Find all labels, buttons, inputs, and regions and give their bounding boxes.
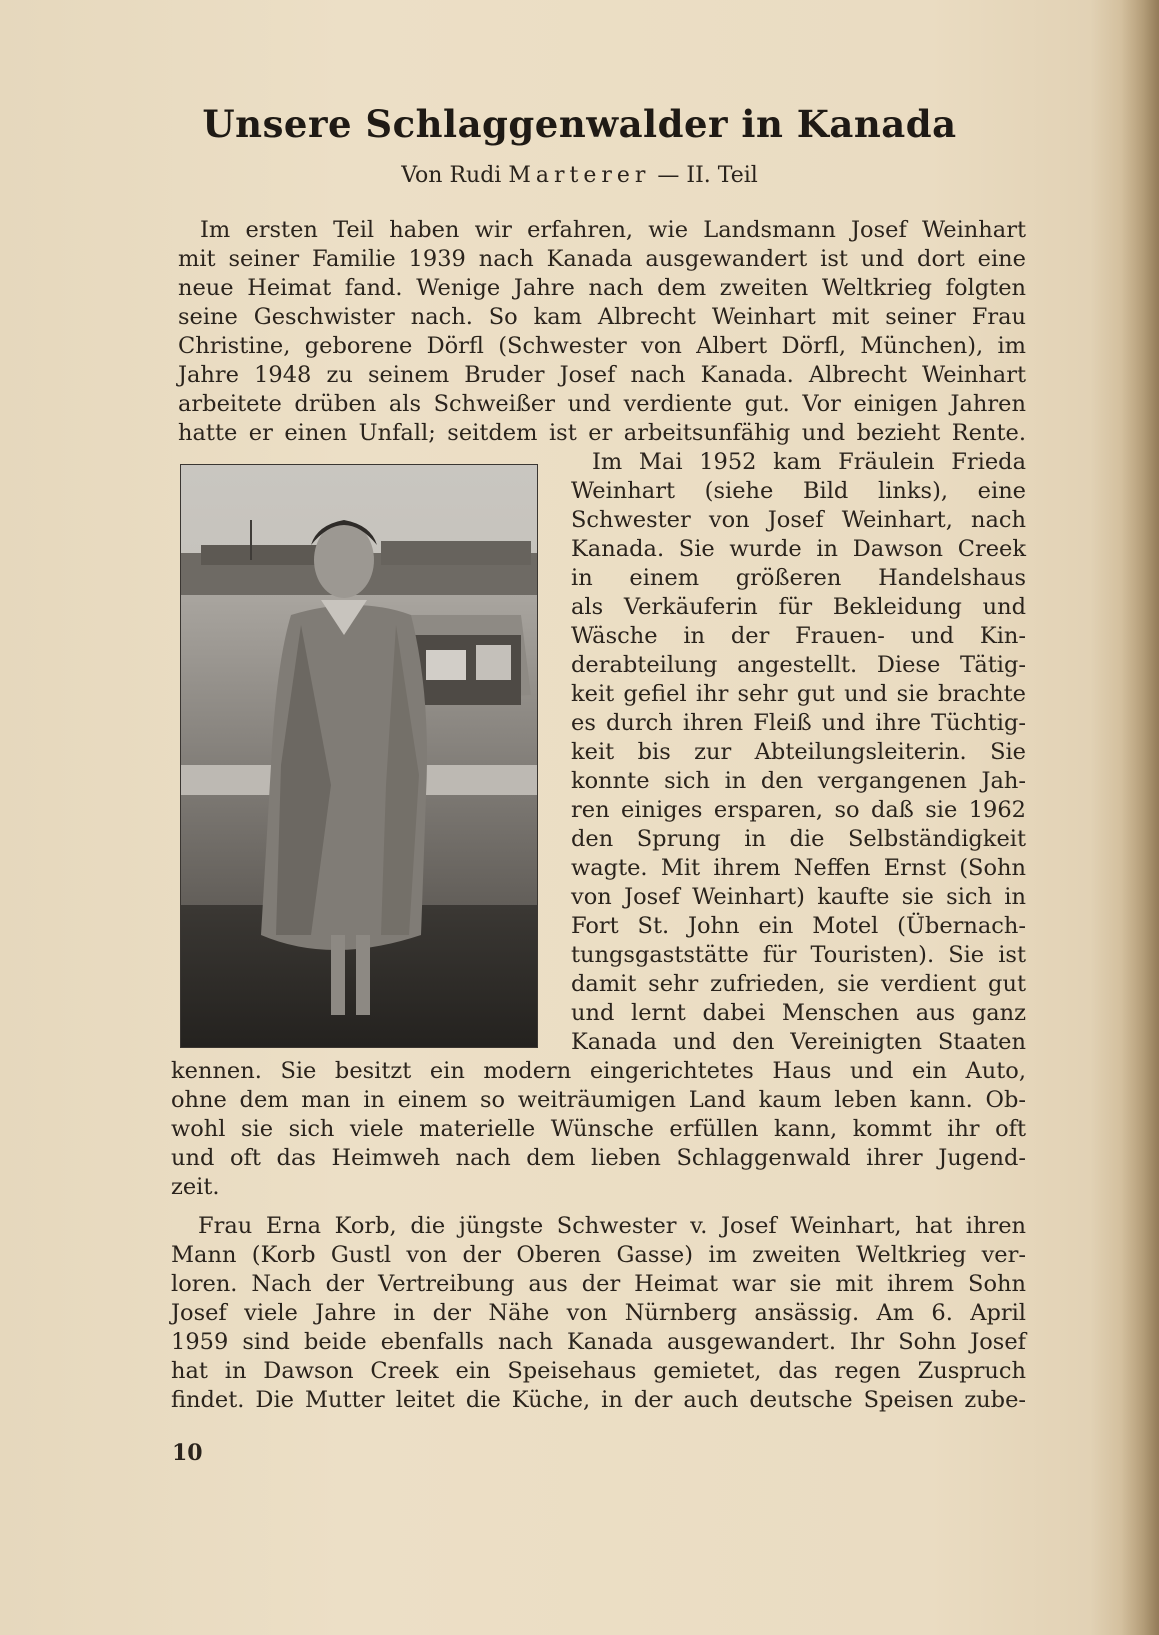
text-line: Im Mai 1952 kam Fräulein Frieda [592, 449, 1026, 475]
byline-prefix: Von Rudi [401, 163, 509, 188]
text-line: ohne dem man in einem so weiträumigen Land kaum leben kann. Ob- [171, 1087, 1026, 1113]
byline-author: Marterer [508, 163, 651, 188]
text-line: tungsgaststätte für Touristen). Sie ist [571, 942, 1026, 968]
text-line: hat in Dawson Creek ein Speisehaus gemietet, das regen Zuspruch [171, 1358, 1026, 1384]
text-line: als Verkäuferin für Bekleidung und [571, 594, 1026, 620]
photo-frieda-weinhart [180, 464, 538, 1048]
text-line: Im ersten Teil haben wir erfahren, wie Landsmann Josef Weinhart [200, 217, 1026, 243]
text-line: den Sprung in die Selbständigkeit [571, 826, 1026, 852]
page-number: 10 [172, 1440, 203, 1466]
article-title: Unsere Schlaggenwalder in Kanada [202, 102, 957, 146]
text-line: damit sehr zufrieden, sie verdient gut [571, 971, 1026, 997]
text-line: keit gefiel ihr sehr gut und sie brachte [571, 681, 1026, 707]
text-line: Fort St. John ein Motel (Übernach- [571, 913, 1026, 939]
text-line: neue Heimat fand. Wenige Jahre nach dem zweiten Weltkrieg folgten [178, 275, 1026, 301]
text-line: ren einiges ersparen, so daß sie 1962 [571, 797, 1026, 823]
text-line: keit bis zur Abteilungsleiterin. Sie [571, 739, 1026, 765]
text-line: in einem größeren Handelshaus [571, 565, 1026, 591]
text-line: Weinhart (siehe Bild links), eine [571, 478, 1026, 504]
text-line: mit seiner Familie 1939 nach Kanada ausgewandert ist und dort eine [178, 246, 1026, 272]
text-line: zeit. [171, 1174, 220, 1200]
text-line: und lernt dabei Menschen aus ganz [571, 1000, 1026, 1026]
text-line: Christine, geborene Dörfl (Schwester von Albert Dörfl, München), im [178, 333, 1026, 359]
article-byline [0, 163, 1159, 188]
text-line: derabteilung angestellt. Diese Tätig- [571, 652, 1026, 678]
text-line: Jahre 1948 zu seinem Bruder Josef nach Kanada. Albrecht Weinhart [178, 362, 1026, 388]
text-line: wagte. Mit ihrem Neffen Ernst (Sohn [571, 855, 1026, 881]
text-line: Schwester von Josef Weinhart, nach [571, 507, 1026, 533]
text-line: seine Geschwister nach. So kam Albrecht Weinhart mit seiner Frau [178, 304, 1026, 330]
text-line: hatte er einen Unfall; seitdem ist er arbeitsunfähig und bezieht Rente. [178, 420, 1026, 446]
text-line: kennen. Sie besitzt ein modern eingerichtetes Haus und ein Auto, [171, 1058, 1026, 1084]
text-line: Kanada. Sie wurde in Dawson Creek [571, 536, 1026, 562]
text-line: findet. Die Mutter leitet die Küche, in der auch deutsche Speisen zube- [171, 1387, 1026, 1413]
text-line: 1959 sind beide ebenfalls nach Kanada ausgewandert. Ihr Sohn Josef [171, 1329, 1026, 1355]
text-line: Kanada und den Vereinigten Staaten [571, 1029, 1026, 1055]
text-line: Josef viele Jahre in der Nähe von Nürnberg ansässig. Am 6. April [171, 1300, 1026, 1326]
text-line: arbeitete drüben als Schweißer und verdiente gut. Vor einigen Jahren [178, 391, 1026, 417]
text-line: konnte sich in den vergangenen Jah- [571, 768, 1026, 794]
text-line: Wäsche in der Frauen- und Kin- [571, 623, 1026, 649]
byline-suffix: — II. Teil [650, 163, 758, 188]
text-line: Frau Erna Korb, die jüngste Schwester v. Josef Weinhart, hat ihren [198, 1213, 1026, 1239]
text-line: es durch ihren Fleiß und ihre Tüchtig- [571, 710, 1026, 736]
text-line: wohl sie sich viele materielle Wünsche erfüllen kann, kommt ihr oft [171, 1116, 1026, 1142]
page-edge-shadow [1121, 0, 1159, 1635]
text-line: Mann (Korb Gustl von der Oberen Gasse) im zweiten Weltkrieg ver- [171, 1242, 1026, 1268]
text-line: und oft das Heimweh nach dem lieben Schlaggenwald ihrer Jugend- [171, 1145, 1026, 1171]
text-line: von Josef Weinhart) kaufte sie sich in [571, 884, 1026, 910]
photo-illustration [181, 465, 537, 1047]
text-line: loren. Nach der Vertreibung aus der Heimat war sie mit ihrem Sohn [171, 1271, 1026, 1297]
